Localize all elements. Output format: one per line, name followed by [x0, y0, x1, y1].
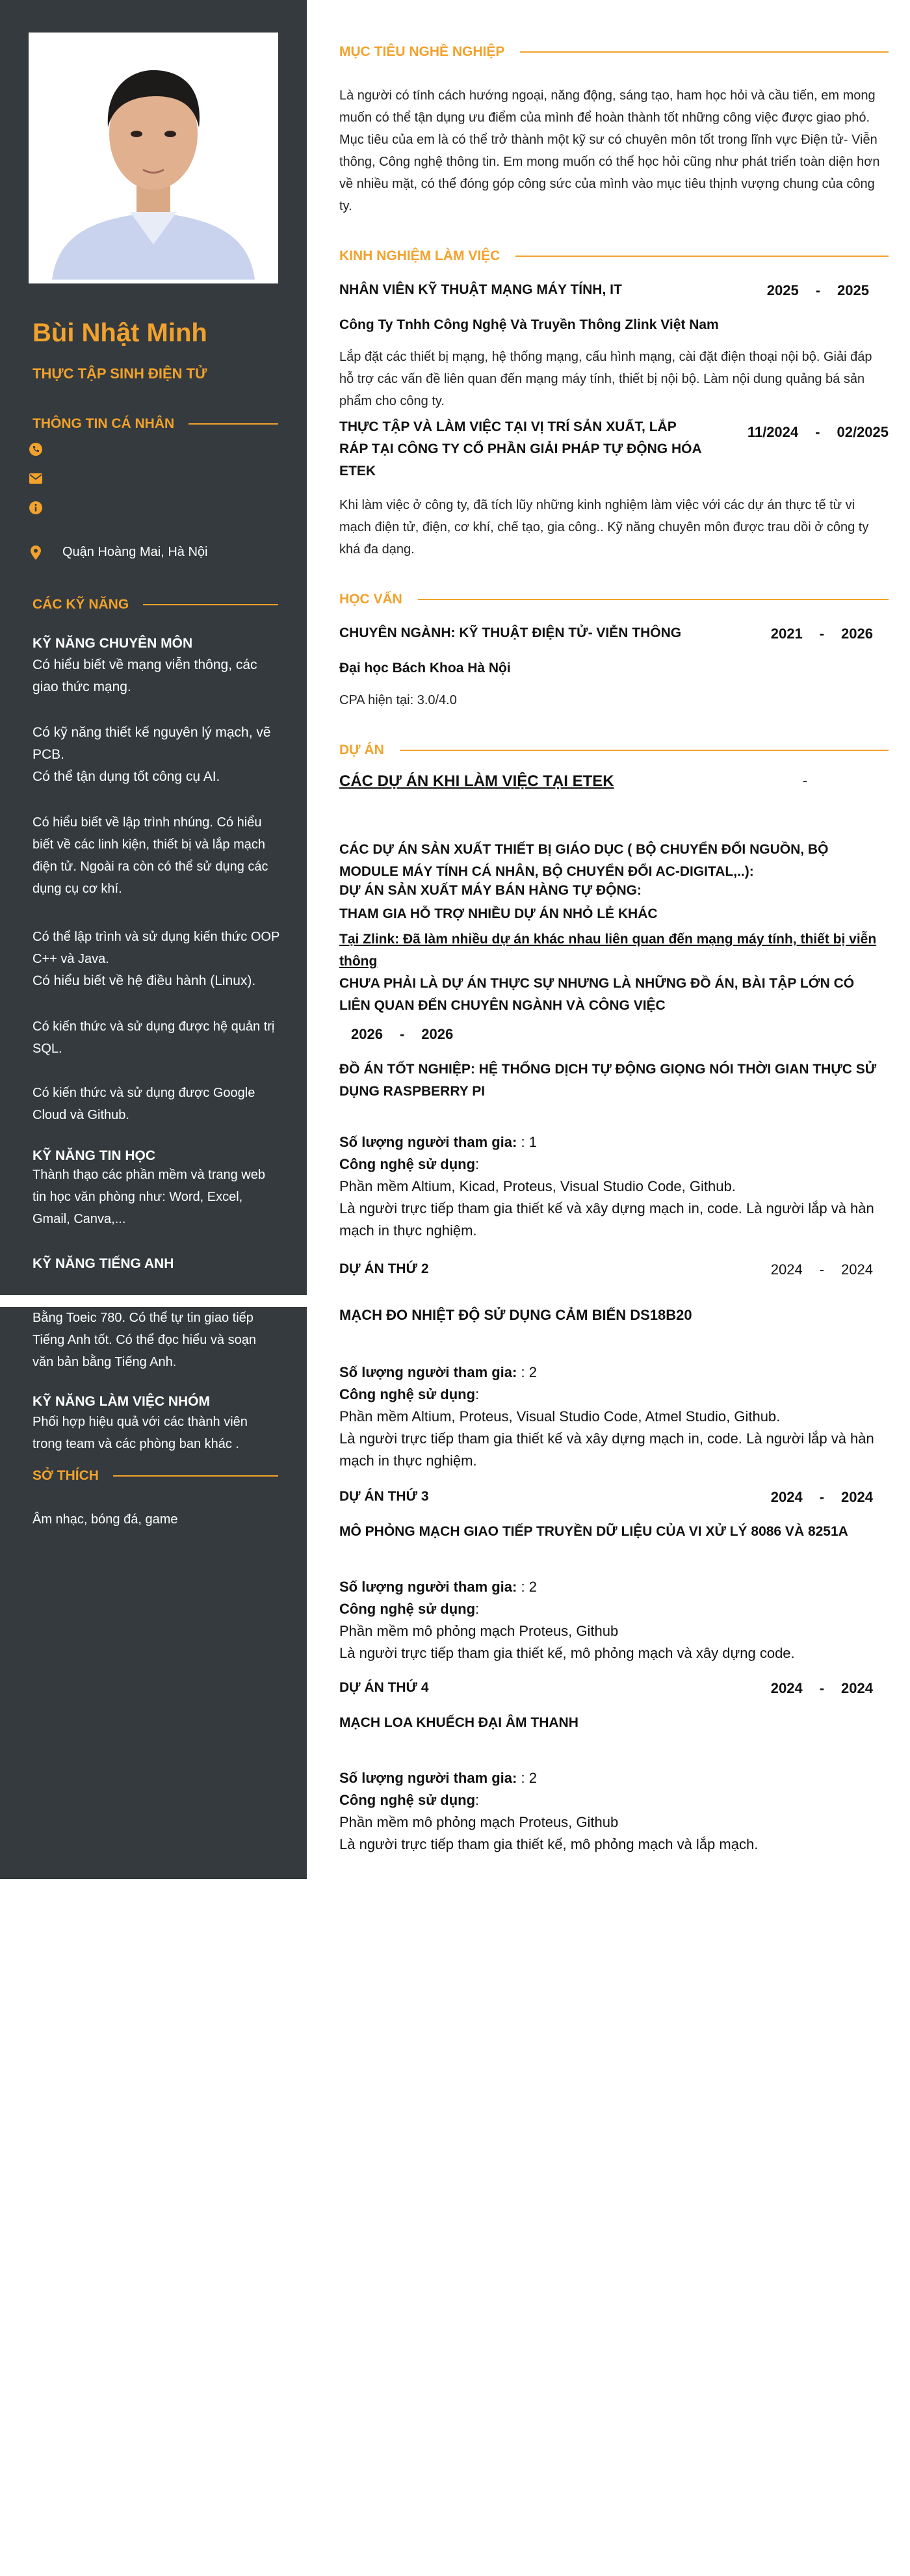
- project4-title: MẠCH LOA KHUẾCH ĐẠI ÂM THANH: [339, 1715, 578, 1730]
- education-header: [339, 625, 889, 642]
- job2-dates: [748, 424, 889, 441]
- heading-divider: [188, 423, 278, 425]
- job1-title: NHÂN VIÊN KỸ THUẬT MẠNG MÁY TÍNH, IT: [339, 282, 622, 297]
- contact-email: [29, 471, 62, 486]
- project3-dates: [771, 1489, 873, 1506]
- thesis-members-row: [339, 1131, 889, 1153]
- project4-tech-label-row: [339, 1789, 889, 1811]
- job1-company: Công Ty Tnhh Công Nghệ Và Truyền Thông Zlink Việt Nam: [339, 317, 719, 332]
- profile-name: Bùi Nhật Minh: [32, 319, 207, 347]
- contact-phone: [29, 442, 62, 456]
- work-projects-header: [339, 772, 889, 791]
- profile-photo: [29, 33, 278, 283]
- work-project-2: DỰ ÁN SẢN XUẤT MÁY BÁN HÀNG TỰ ĐỘNG:: [339, 883, 642, 898]
- experience-heading-text: KINH NGHIỆM LÀM VIỆC: [339, 248, 500, 263]
- objective-heading-text: MỤC TIÊU NGHỀ NGHIỆP: [339, 44, 505, 59]
- thesis-tech: Phần mềm Altium, Kicad, Proteus, Visual Studio Code, Github.: [339, 1178, 736, 1194]
- project4-details: [339, 1767, 889, 1856]
- skill-professional-p4: Có hiểu biết về lập trình nhúng. Có hiểu biết về các linh kiện, thiết bị và lắp mạch điện tử. Ngoài ra còn có thể sử dụng các dụng cụ cơ khí.: [32, 815, 268, 896]
- education-major: CHUYÊN NGÀNH: KỸ THUẬT ĐIỆN TỬ- VIỄN THÔNG: [339, 625, 682, 640]
- skill-professional-p2: Có kỹ năng thiết kế nguyên lý mạch, vẽ PCB.: [32, 725, 271, 762]
- hobbies-heading: [32, 1468, 278, 1484]
- date-sep: -: [819, 1261, 825, 1278]
- members-label: Số lượng người tham gia:: [339, 1134, 517, 1150]
- project4-dates: [771, 1680, 873, 1697]
- skill-english-text: Bằng Toeic 780. Có thể tự tin giao tiếp Tiếng Anh tốt. Có thể đọc hiểu và soạn văn bản bằng Tiếng Anh.: [32, 1311, 256, 1369]
- project3-members-row: [339, 1576, 889, 1598]
- tech-label: Công nghệ sử dụng: [339, 1792, 476, 1808]
- contact-info: [29, 501, 62, 515]
- personal-info-heading-text: THÔNG TIN CÁ NHÂN: [32, 416, 175, 431]
- thesis-date-range: [351, 1026, 453, 1042]
- members-label: Số lượng người tham gia:: [339, 1364, 517, 1380]
- project3-header: [339, 1489, 889, 1506]
- job1-dates: [767, 282, 869, 299]
- thesis-title: ĐỒ ÁN TỐT NGHIỆP: HỆ THỐNG DỊCH TỰ ĐỘNG GIỌNG NÓI THỜI GIAN THỰC SỬ DỤNG RASPBERRY PI: [339, 1062, 877, 1099]
- contact-address: [29, 545, 207, 560]
- skill-professional-p8: Có kiến thức và sử dụng được Google Cloud và Github.: [32, 1086, 255, 1122]
- date-sep: -: [399, 1026, 405, 1042]
- project4-members-row: [339, 1767, 889, 1789]
- skill-professional-p1: Có hiểu biết về mạng viễn thông, các giao thức mạng.: [32, 657, 257, 694]
- work-project-3: THAM GIA HỖ TRỢ NHIỀU DỰ ÁN NHỎ LẺ KHÁC: [339, 906, 658, 921]
- job2-title: THỰC TẬP VÀ LÀM VIỆC TẠI VỊ TRÍ SẢN XUẤT, LẮP RÁP TẠI CÔNG TY CỔ PHẦN GIẢI PHÁP TỰ ĐỘNG HÓA ETEK: [339, 419, 701, 479]
- heading-divider: [515, 256, 889, 257]
- heading-divider: [520, 51, 889, 53]
- job1-to: 2025: [837, 282, 869, 298]
- thesis-role: Là người trực tiếp tham gia thiết kế và xây dựng mạch in, code. Là người lắp và hàn mạch in thực nghiệm.: [339, 1200, 874, 1239]
- zlink-note: Tại Zlink: Đã làm nhiều dự án khác nhau liên quan đến mạng máy tính, thiết bị viễn thông: [339, 932, 877, 969]
- project2-dates: [771, 1261, 873, 1278]
- skill-professional-p7: Có kiến thức và sử dụng được hệ quản trị SQL.: [32, 1019, 275, 1056]
- tech-colon: :: [475, 1601, 480, 1617]
- project4-label: DỰ ÁN THỨ 4: [339, 1680, 429, 1695]
- projects-heading: [339, 743, 889, 758]
- job2-from: 11/2024: [747, 424, 799, 440]
- job1-header: [339, 282, 889, 299]
- project3-tech-label-row: [339, 1598, 889, 1620]
- project4-to: 2024: [841, 1680, 873, 1696]
- project2-from: 2024: [770, 1261, 803, 1278]
- education-to: 2026: [841, 625, 873, 642]
- date-sep: -: [815, 424, 820, 440]
- job2-header: [339, 416, 889, 482]
- skill-it-title: KỸ NĂNG TIN HỌC: [32, 1148, 155, 1163]
- skill-teamwork-text: Phối hợp hiệu quả với các thành viên trong team và các phòng ban khác .: [32, 1415, 248, 1451]
- skill-professional-p5: Có thể lập trình và sử dụng kiến thức OOP C++ và Java.: [32, 930, 280, 966]
- skills-heading-text: CÁC KỸ NĂNG: [32, 597, 129, 612]
- projects-heading-text: DỰ ÁN: [339, 743, 384, 757]
- project2-to: 2024: [841, 1261, 873, 1278]
- project2-header: [339, 1261, 889, 1278]
- education-school: Đại học Bách Khoa Hà Nội: [339, 661, 511, 676]
- skill-it-text: Thành thạo các phần mềm và trang web tin học văn phòng như: Word, Excel, Gmail, Canva,...: [32, 1168, 265, 1226]
- phone-icon: [29, 442, 43, 456]
- skill-english-title: KỸ NĂNG TIẾNG ANH: [32, 1256, 174, 1271]
- objective-heading: [339, 44, 889, 60]
- tech-label: Công nghệ sử dụng: [339, 1601, 476, 1617]
- project2-role: Là người trực tiếp tham gia thiết kế và xây dựng mạch in, code. Là người lắp và hàn mạch in thực nghiệm.: [339, 1430, 874, 1469]
- project3-title: MÔ PHỎNG MẠCH GIAO TIẾP TRUYỀN DỮ LIỆU CỦA VI XỬ LÝ 8086 VÀ 8251A: [339, 1524, 848, 1539]
- personal-info-heading: [32, 416, 278, 432]
- skill-professional-p6: Có hiểu biết về hệ điều hành (Linux).: [32, 973, 256, 988]
- experience-heading: [339, 248, 889, 264]
- education-from: 2021: [770, 625, 803, 642]
- tech-label: Công nghệ sử dụng: [339, 1386, 476, 1402]
- email-icon: [29, 471, 43, 486]
- hobbies-heading-text: SỞ THÍCH: [32, 1468, 99, 1483]
- project4-from: 2024: [770, 1680, 803, 1696]
- project3-members: : 2: [521, 1579, 537, 1595]
- tech-colon: :: [475, 1156, 480, 1172]
- education-heading-text: HỌC VẤN: [339, 592, 402, 607]
- project4-tech: Phần mềm mô phỏng mạch Proteus, Github: [339, 1814, 619, 1830]
- location-icon: [29, 545, 43, 560]
- skill-professional-title: KỸ NĂNG CHUYÊN MÔN: [32, 636, 193, 651]
- tech-colon: :: [475, 1386, 480, 1402]
- school-projects-note: CHƯA PHẢI LÀ DỰ ÁN THỰC SỰ NHƯNG LÀ NHỮNG ĐỒ ÁN, BÀI TẬP LỚN CÓ LIÊN QUAN ĐẾN CHUYÊN NGÀNH VÀ CÔNG VIỆC: [339, 976, 855, 1013]
- heading-divider: [418, 599, 889, 600]
- skill-teamwork-title: KỸ NĂNG LÀM VIỆC NHÓM: [32, 1394, 210, 1409]
- job2-to: 02/2025: [837, 424, 889, 440]
- project2-tech: Phần mềm Altium, Proteus, Visual Studio Code, Atmel Studio, Github.: [339, 1408, 781, 1425]
- thesis-members: : 1: [521, 1134, 537, 1150]
- work-project-1: CÁC DỰ ÁN SẢN XUẤT THIẾT BỊ GIÁO DỤC ( BỘ CHUYỂN ĐỔI NGUỒN, BỘ MODULE MÁY TÍNH CÁ NHÂN, BỘ CHUYỂN ĐỔI AC-DIGITAL,..):: [339, 842, 829, 879]
- date-sep: -: [819, 625, 825, 642]
- date-sep: -: [819, 1489, 825, 1505]
- sidebar-continued: [0, 1307, 307, 1879]
- project3-details: [339, 1576, 889, 1664]
- date-sep: -: [815, 282, 821, 298]
- work-projects-title: CÁC DỰ ÁN KHI LÀM VIỆC TẠI ETEK: [339, 772, 614, 790]
- project2-label: DỰ ÁN THỨ 2: [339, 1261, 429, 1276]
- hobbies-text: Âm nhạc, bóng đá, game: [32, 1512, 178, 1527]
- project4-header: [339, 1680, 889, 1697]
- education-heading: [339, 592, 889, 607]
- project3-label: DỰ ÁN THỨ 3: [339, 1489, 429, 1504]
- project3-role: Là người trực tiếp tham gia thiết kế, mô phỏng mạch và xây dựng code.: [339, 1645, 795, 1661]
- profile-role: THỰC TẬP SINH ĐIỆN TỬ: [32, 365, 207, 382]
- education-dates: [771, 625, 873, 642]
- thesis-tech-label-row: [339, 1153, 889, 1176]
- work-projects-sep: -: [802, 772, 807, 789]
- heading-divider: [143, 604, 278, 605]
- project3-from: 2024: [770, 1489, 803, 1505]
- members-label: Số lượng người tham gia:: [339, 1770, 517, 1786]
- skill-professional-p3: Có thể tận dụng tốt công cụ AI.: [32, 769, 220, 784]
- profile-photo-image: [32, 36, 274, 280]
- project2-members: : 2: [521, 1364, 537, 1380]
- education-cpa: CPA hiện tại: 3.0/4.0: [339, 693, 457, 707]
- project4-members: : 2: [521, 1770, 537, 1786]
- heading-divider: [113, 1475, 278, 1477]
- thesis-to: 2026: [421, 1026, 454, 1042]
- project2-details: [339, 1361, 889, 1472]
- project3-tech: Phần mềm mô phỏng mạch Proteus, Github: [339, 1623, 619, 1639]
- info-icon: [29, 501, 43, 515]
- heading-divider: [400, 750, 889, 751]
- project3-to: 2024: [841, 1489, 873, 1505]
- thesis-dates: [351, 1026, 900, 1043]
- project2-title: MẠCH ĐO NHIỆT ĐỘ SỬ DỤNG CẢM BIẾN DS18B20: [339, 1307, 692, 1323]
- project2-members-row: [339, 1361, 889, 1384]
- job1-from: 2025: [766, 282, 799, 298]
- address-text: Quận Hoàng Mai, Hà Nội: [62, 545, 208, 559]
- tech-colon: :: [475, 1792, 480, 1808]
- members-label: Số lượng người tham gia:: [339, 1579, 517, 1595]
- thesis-details: [339, 1131, 889, 1242]
- date-sep: -: [819, 1680, 825, 1696]
- tech-label: Công nghệ sử dụng: [339, 1156, 476, 1172]
- job2-desc: Khi làm việc ở công ty, đã tích lũy những kinh nghiệm làm việc với các dự án thực tế từ vi mạch điện tử, điện, cơ khí, chế tạo, gia công.. Kỹ năng chuyên môn được trau dồi ở công ty khá đa dạng.: [339, 498, 869, 557]
- project2-tech-label-row: [339, 1384, 889, 1406]
- project4-role: Là người trực tiếp tham gia thiết kế, mô phỏng mạch và lắp mạch.: [339, 1836, 759, 1852]
- objective-text: Là người có tính cách hướng ngoại, năng động, sáng tạo, ham học hỏi và cầu tiến, em mong muốn có thể tận dụng ưu điểm của mình để hoàn thành tốt những công việc được giao phó. Mục tiêu của em là có thể trở thành một kỹ sư có chuyên môn tốt trong lĩnh vực Điện tử- Viễn thông, Công nghệ thông tin. Em mong muốn có thể học hỏi cũng như phát triển toàn diện hơn về nhiều mặt, có thể đóng góp công sức của mình vào mục tiêu thịnh vượng chung của công ty.: [339, 88, 880, 213]
- skills-heading: [32, 597, 278, 612]
- job1-desc: Lắp đặt các thiết bị mạng, hệ thống mạng, cấu hình mạng, cài đặt điện thoại nội bộ. Giải đáp hỗ trợ các vấn đề liên quan đến mạng máy tính, thiết bị nội bộ. Làm nội dung quảng bá sản phẩm cho công ty.: [339, 350, 872, 408]
- thesis-from: 2026: [351, 1026, 383, 1042]
